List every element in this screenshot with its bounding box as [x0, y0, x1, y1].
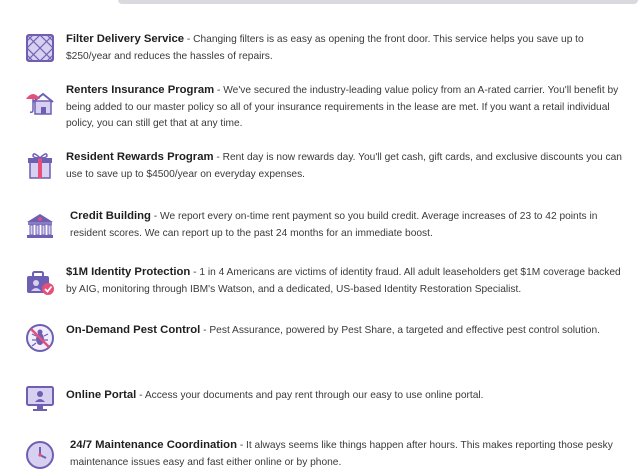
service-description: Rent day is now rewards day. You'll get cash, gift cards, and exclusive discounts you can use to save up to $4500/year on everyday expenses.	[66, 152, 622, 180]
service-text	[66, 149, 622, 183]
service-separator: -	[190, 267, 200, 278]
cropped-header-line	[118, 0, 638, 4]
service-description: Pest Assurance, powered by Pest Share, a targeted and effective pest control solution.	[209, 325, 600, 336]
filter-icon	[24, 32, 56, 64]
service-title: On-Demand Pest Control	[66, 324, 201, 336]
service-separator: -	[150, 211, 161, 222]
service-separator: -	[236, 440, 247, 451]
service-separator: -	[184, 34, 194, 45]
service-text	[66, 322, 622, 340]
service-title: Online Portal	[66, 389, 137, 401]
service-separator: -	[214, 85, 224, 96]
insurance-umbrella-icon	[24, 86, 56, 118]
service-separator: -	[136, 390, 145, 401]
service-title: 24/7 Maintenance Coordination	[70, 439, 237, 451]
service-description: Access your documents and pay rent through our easy to use online portal.	[144, 390, 484, 401]
service-title: Credit Building	[70, 210, 151, 222]
service-title: Filter Delivery Service	[66, 33, 185, 45]
service-description: 1 in 4 Americans are victims of identity fraud. All adult leaseholders get $1M coverage backed by AIG, monitoring through IBM's Watson, and a dedicated, US-based Identity Restoration Specialist.	[66, 267, 621, 295]
service-title: $1M Identity Protection	[66, 266, 191, 278]
credit-building-icon	[24, 210, 56, 242]
online-portal-icon	[24, 382, 56, 414]
service-description: It always seems like things happen after hours. This makes reporting those pesky maintenance issues easy and fast either online or by phone.	[70, 440, 613, 468]
pest-control-icon	[24, 322, 56, 354]
service-title: Renters Insurance Program	[66, 84, 215, 96]
service-text	[70, 208, 626, 242]
service-title: Resident Rewards Program	[66, 151, 214, 163]
maintenance-clock-icon	[24, 439, 56, 471]
service-description: We've secured the industry-leading value policy from an A-rated carrier. You'll benefit by being added to our master policy so all of your insurance requirements in the lease are met. If you want a retail individual policy, you can still get that at any time.	[66, 85, 619, 129]
service-separator: -	[200, 325, 210, 336]
service-text	[66, 82, 622, 133]
service-text	[70, 437, 626, 471]
service-text	[66, 264, 622, 298]
service-text	[66, 31, 622, 65]
service-text	[66, 387, 622, 405]
gift-icon	[24, 149, 56, 181]
service-separator: -	[213, 152, 223, 163]
identity-protection-icon	[24, 267, 56, 299]
service-description: Changing filters is as easy as opening the front door. This service helps you save up to $250/year and reduces the hassles of repairs.	[66, 34, 584, 62]
service-description: We report every on-time rent payment so you build credit. Average increases of 23 to 42 points in resident scores. We can report up to the past 24 months for an immediate boost.	[70, 211, 598, 239]
